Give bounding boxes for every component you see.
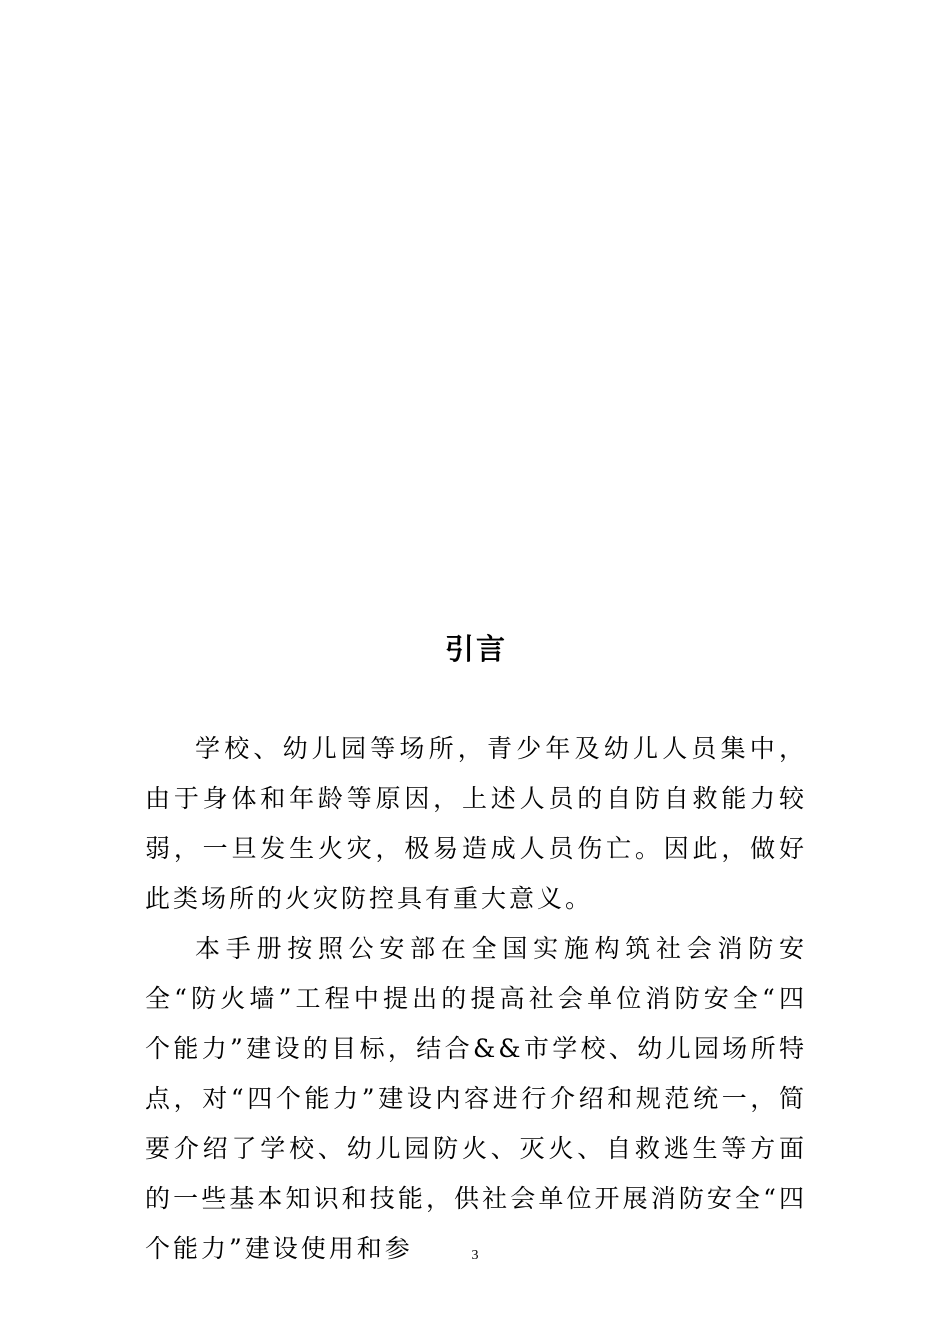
document-title: 引言: [444, 632, 507, 666]
page-number: 3: [471, 1248, 479, 1263]
paragraph-purpose: 本手册按照公安部在全国实施构筑社会消防安全“防火墙”工程中提出的提高社会单位消防安全“四个能力”建设的目标，结合&&市学校、幼儿园场所特点，对“四个能力”建设内容进行介绍和规范统一，简要介绍了学校、幼儿园防火、灭火、自救逃生等方面的一些基本知识和技能，供社会单位开展消防安全“四个能力”建设使用和参: [145, 934, 807, 1263]
paragraph-intro: 学校、幼儿园等场所，青少年及幼儿人员集中，由于身体和年龄等原因，上述人员的自防自救能力较弱，一旦发生火灾，极易造成人员伤亡。因此，做好此类场所的火灾防控具有重大意义。: [145, 734, 807, 913]
page-content: [145, 624, 807, 1274]
